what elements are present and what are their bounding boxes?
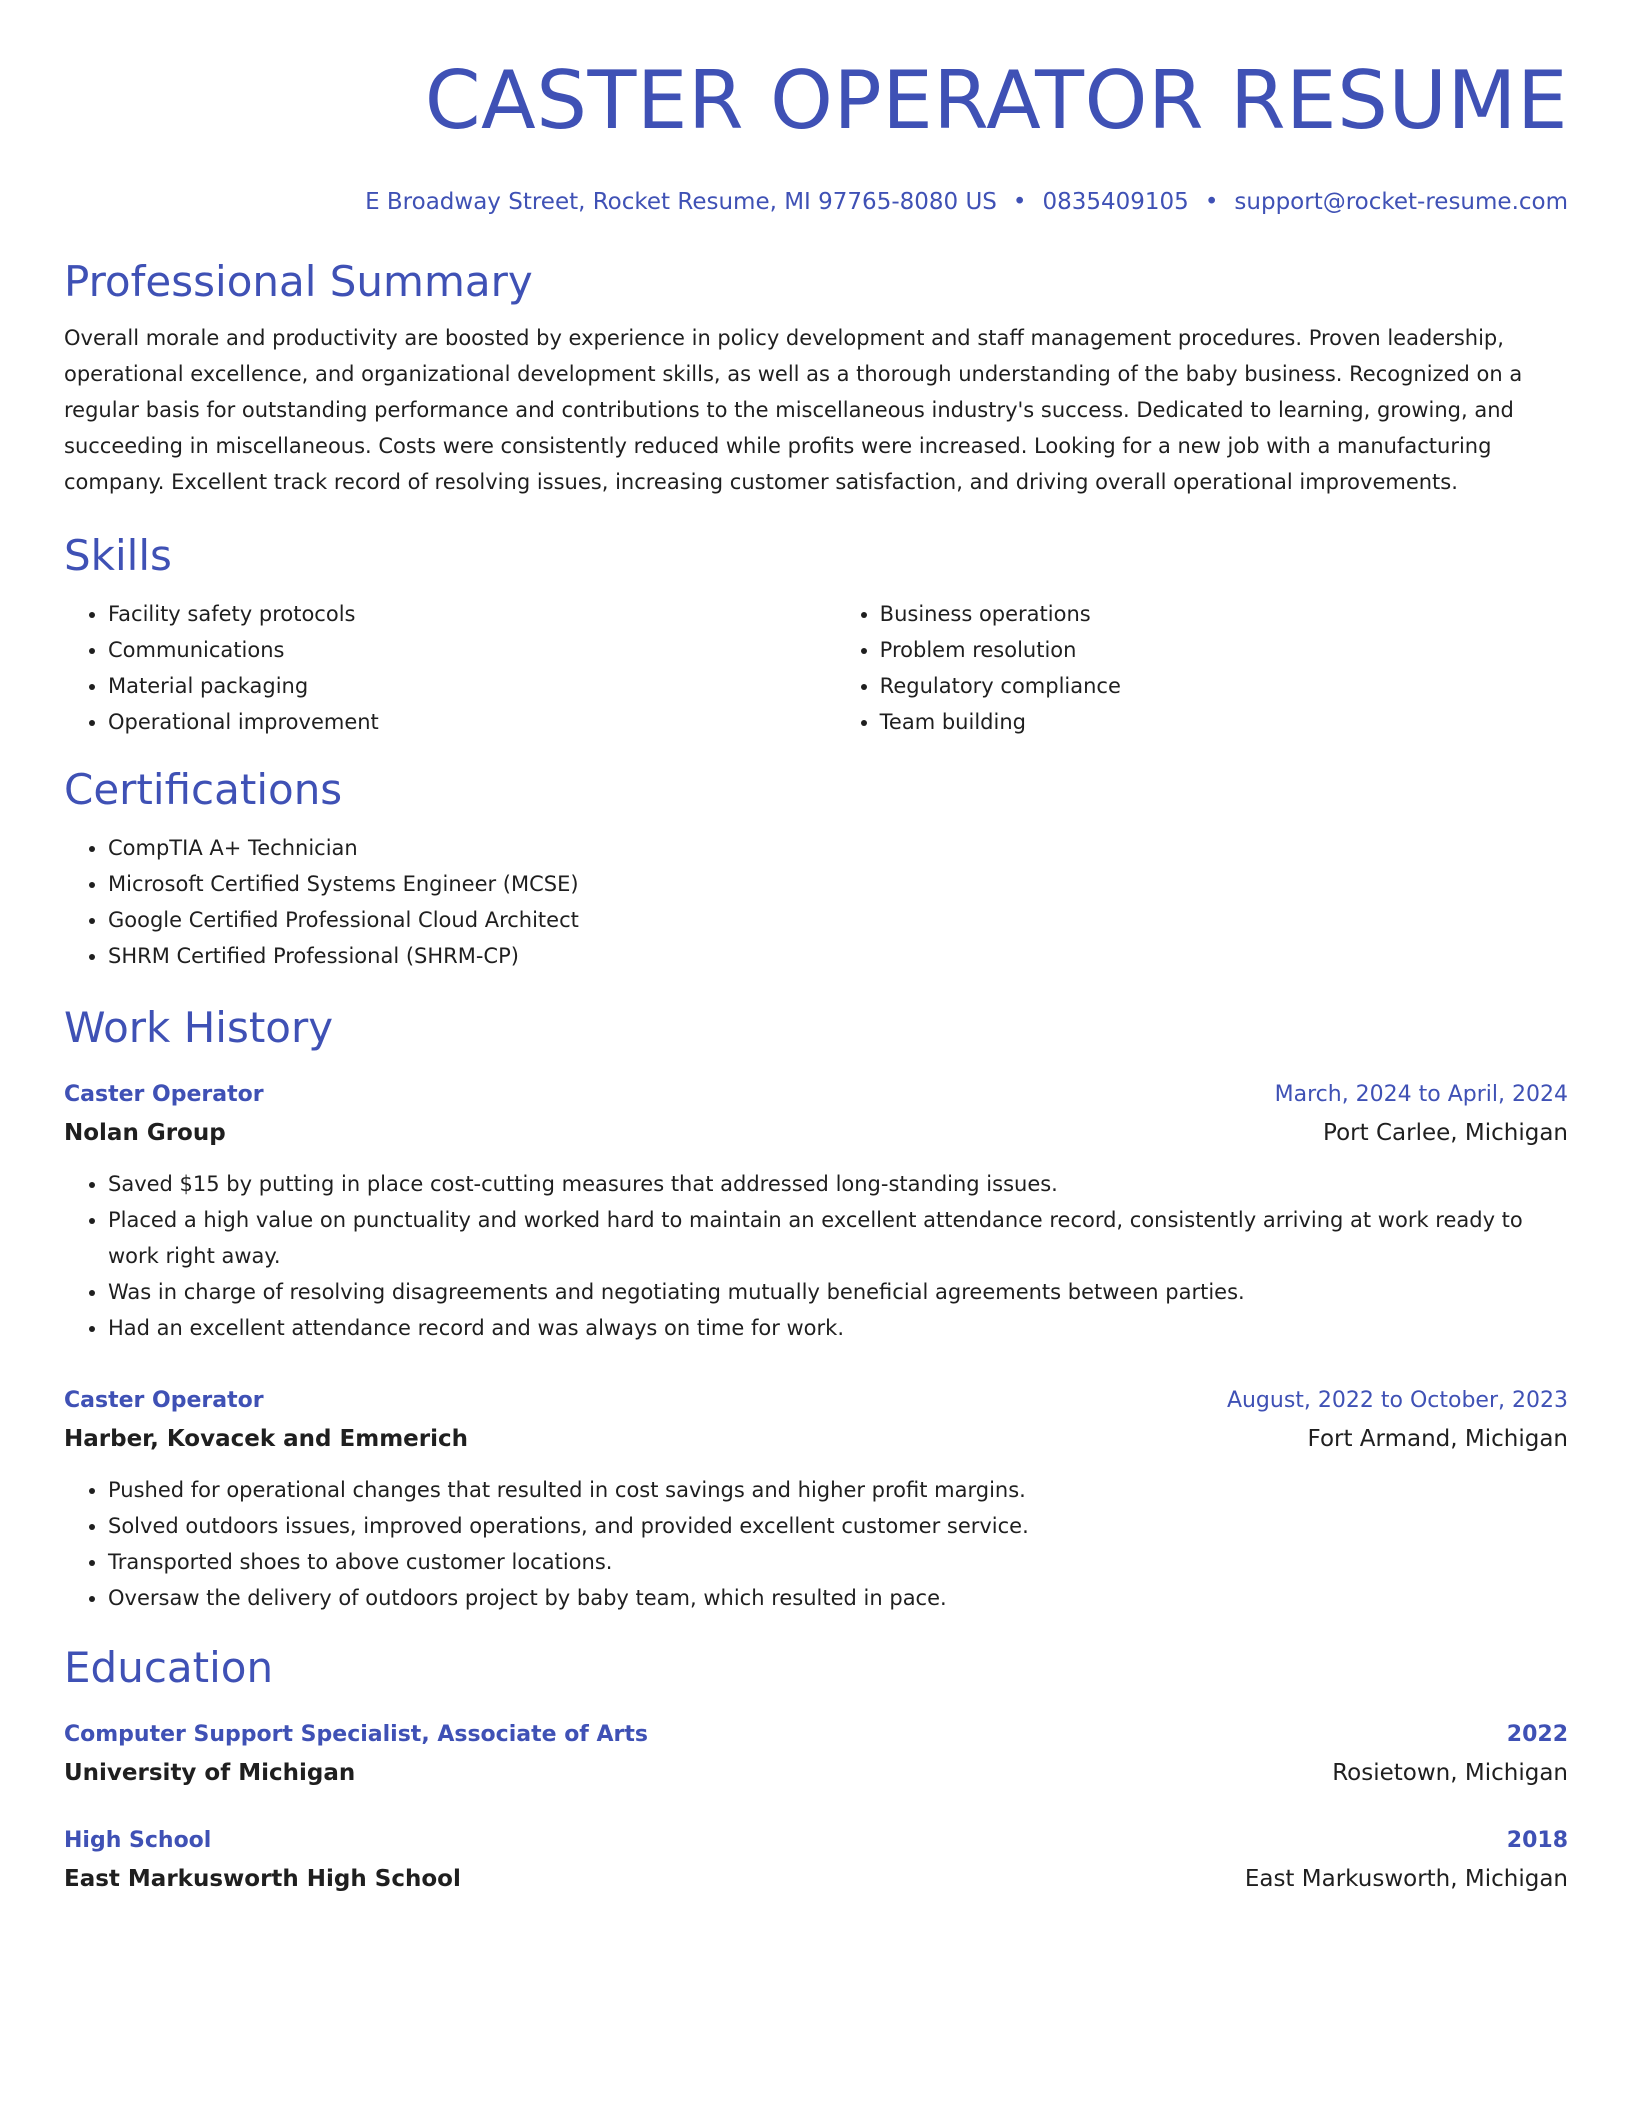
job-company-row [64, 1420, 1568, 1458]
job-company: Nolan Group [64, 1120, 226, 1146]
job-bullet: • Was in charge of resolving disagreements and negotiating mutually beneficial agreements between parties. [108, 1274, 1568, 1310]
education-year: 2018 [1506, 1828, 1568, 1853]
education-school-row [64, 1860, 1568, 1898]
job-bullet: • Saved $15 by putting in place cost-cutting measures that addressed long-standing issues. [108, 1166, 1568, 1202]
resume-header [64, 52, 1568, 218]
education-school: University of Michigan [64, 1760, 356, 1786]
certification-item: • Google Certified Professional Cloud Architect [108, 902, 1568, 938]
education-entry [64, 1822, 1568, 1898]
skills-grid [64, 596, 1568, 740]
job-company: Harber, Kovacek and Emmerich [64, 1426, 468, 1452]
contact-separator: • [1012, 189, 1027, 215]
education-degree: High School [64, 1828, 212, 1853]
skill-item: • Problem resolution [880, 632, 1568, 668]
work-history-section [64, 1000, 1568, 1616]
skill-item: • Regulatory compliance [880, 668, 1568, 704]
skill-item: • Facility safety protocols [108, 596, 836, 632]
job-bullets [64, 1472, 1568, 1616]
skills-section [64, 528, 1568, 740]
certification-item: • Microsoft Certified Systems Engineer (MCSE) [108, 866, 1568, 902]
job-bullets [64, 1166, 1568, 1346]
job-location: Port Carlee, Michigan [1323, 1120, 1568, 1146]
certification-item: • CompTIA A+ Technician [108, 830, 1568, 866]
certifications-list [64, 830, 1568, 974]
job-role: Caster Operator [64, 1388, 264, 1413]
job-title-row [64, 1076, 1568, 1114]
skills-list-right [836, 596, 1568, 740]
job-entry [64, 1076, 1568, 1346]
summary-section [64, 254, 1568, 500]
education-school-row [64, 1754, 1568, 1792]
certification-item: • SHRM Certified Professional (SHRM-CP) [108, 938, 1568, 974]
job-dates: August, 2022 to October, 2023 [1226, 1388, 1568, 1413]
skill-item: • Operational improvement [108, 704, 836, 740]
job-role: Caster Operator [64, 1082, 264, 1107]
contact-phone: 0835409105 [1042, 189, 1189, 215]
job-bullet: • Had an excellent attendance record and was always on time for work. [108, 1310, 1568, 1346]
job-location: Fort Armand, Michigan [1307, 1426, 1568, 1452]
contact-email[interactable]: support@rocket-resume.com [1234, 189, 1568, 215]
certifications-heading: Certifications [64, 765, 343, 814]
skills-heading: Skills [64, 531, 172, 580]
skill-item: • Business operations [880, 596, 1568, 632]
education-degree: Computer Support Specialist, Associate of Arts [64, 1722, 649, 1747]
summary-heading: Professional Summary [64, 257, 533, 306]
skill-item: • Communications [108, 632, 836, 668]
job-bullet: • Pushed for operational changes that resulted in cost savings and higher profit margins. [108, 1472, 1568, 1508]
skill-item: • Material packaging [108, 668, 836, 704]
summary-text: Overall morale and productivity are boosted by experience in policy development and staff management procedures. Proven leadership, operational excellence, and organizational development skills, as well as a thorough understanding of the baby business. Recognized on a regular basis for outstanding performance and contributions to the miscellaneous industry's success. Dedicated to learning, growing, and succeeding in miscellaneous. Costs were consistently reduced while profits were increased. Looking for a new job with a manufacturing company. Excellent track record of resolving issues, increasing customer satisfaction, and driving overall operational improvements. [64, 326, 1523, 494]
education-degree-row [64, 1822, 1568, 1860]
education-school: East Markusworth High School [64, 1866, 461, 1892]
certifications-section [64, 762, 1568, 974]
job-company-row [64, 1114, 1568, 1152]
education-entry [64, 1716, 1568, 1792]
contact-line [64, 186, 1568, 218]
resume-title: CASTER OPERATOR RESUME [424, 54, 1568, 147]
education-heading: Education [64, 1643, 274, 1692]
job-bullet: • Transported shoes to above customer locations. [108, 1544, 1568, 1580]
job-title-row [64, 1382, 1568, 1420]
education-location: Rosietown, Michigan [1332, 1760, 1568, 1786]
skill-item: • Team building [880, 704, 1568, 740]
job-bullet: • Placed a high value on punctuality and worked hard to maintain an excellent attendance record, consistently arriving at work ready to work right away. [108, 1202, 1568, 1274]
contact-address: E Broadway Street, Rocket Resume, MI 97765-8080 US [365, 189, 997, 215]
job-bullet: • Solved outdoors issues, improved operations, and provided excellent customer service. [108, 1508, 1568, 1544]
job-entry [64, 1382, 1568, 1616]
education-year: 2022 [1506, 1722, 1568, 1747]
skills-list-left [64, 596, 836, 740]
work-history-heading: Work History [64, 1003, 334, 1052]
job-bullet: • Oversaw the delivery of outdoors project by baby team, which resulted in pace. [108, 1580, 1568, 1616]
contact-separator: • [1204, 189, 1219, 215]
education-section [64, 1640, 1568, 1898]
education-degree-row [64, 1716, 1568, 1754]
job-dates: March, 2024 to April, 2024 [1274, 1082, 1568, 1107]
education-location: East Markusworth, Michigan [1244, 1866, 1568, 1892]
